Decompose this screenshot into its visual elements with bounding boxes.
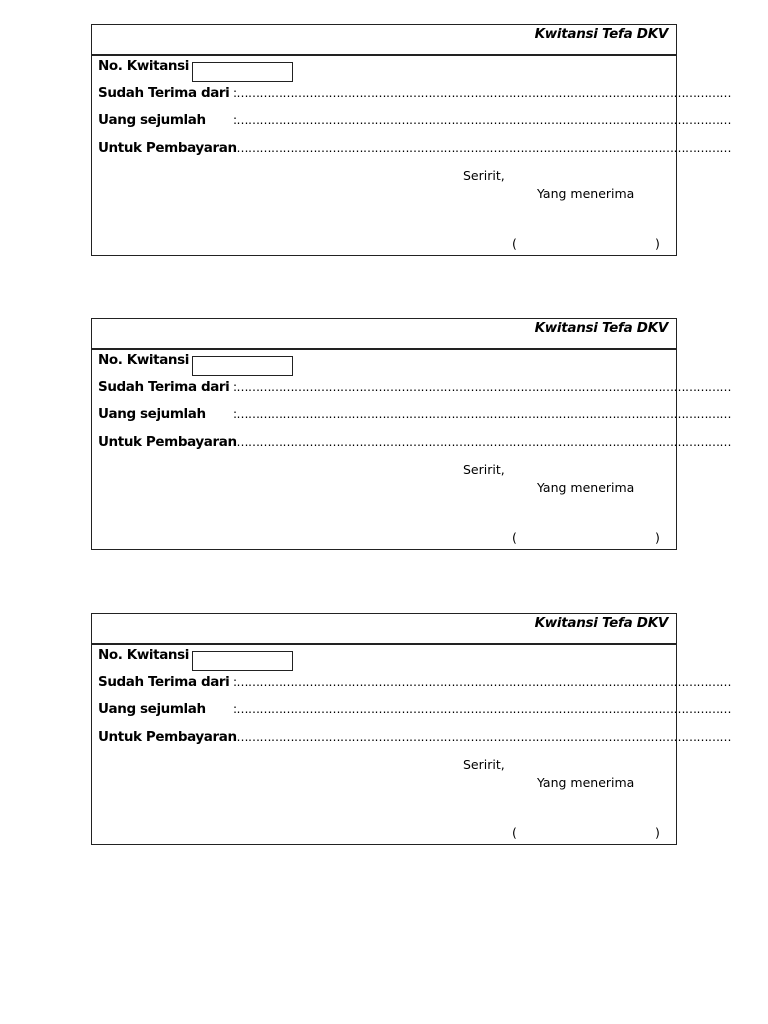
- receipt-form-3: [91, 613, 732, 845]
- receipt-header: [92, 319, 676, 350]
- receipt-form-2: [91, 318, 732, 550]
- received-from-line[interactable]: :…………………………………………………………………………………………………………………: [233, 380, 732, 394]
- payment-purpose-label: Untuk Pembayaran: [98, 434, 237, 450]
- receipt-number-field[interactable]: [192, 356, 293, 376]
- payment-purpose-line[interactable]: :…………………………………………………………………………………………………………………: [233, 435, 732, 449]
- amount-label: Uang sejumlah: [98, 406, 206, 422]
- payment-purpose-line[interactable]: :…………………………………………………………………………………………………………………: [233, 141, 732, 155]
- signature-paren-open: (: [512, 236, 517, 251]
- payment-purpose-line[interactable]: :…………………………………………………………………………………………………………………: [233, 730, 732, 744]
- place-text: Seririt,: [463, 462, 505, 477]
- amount-label: Uang sejumlah: [98, 701, 206, 717]
- receipt-number-label: No. Kwitansi: [98, 647, 189, 663]
- receipt-form-1: [91, 24, 732, 256]
- amount-line[interactable]: :…………………………………………………………………………………………………………………: [233, 407, 732, 421]
- signature-paren-close: ): [655, 530, 660, 545]
- received-from-label: Sudah Terima dari: [98, 674, 230, 690]
- receipt-number-label: No. Kwitansi: [98, 58, 189, 74]
- recipient-label: Yang menerima: [537, 775, 635, 790]
- receipt-number-field[interactable]: [192, 651, 293, 671]
- place-text: Seririt,: [463, 168, 505, 183]
- received-from-line[interactable]: :…………………………………………………………………………………………………………………: [233, 675, 732, 689]
- place-text: Seririt,: [463, 757, 505, 772]
- amount-line[interactable]: :…………………………………………………………………………………………………………………: [233, 702, 732, 716]
- signature-paren-open: (: [512, 530, 517, 545]
- receipt-header: [92, 614, 676, 645]
- receipt-header: [92, 25, 676, 56]
- received-from-line[interactable]: :…………………………………………………………………………………………………………………: [233, 86, 732, 100]
- amount-line[interactable]: :…………………………………………………………………………………………………………………: [233, 113, 732, 127]
- received-from-label: Sudah Terima dari: [98, 379, 230, 395]
- signature-paren-close: ): [655, 236, 660, 251]
- receipt-title: Kwitansi Tefa DKV: [534, 615, 668, 631]
- amount-label: Uang sejumlah: [98, 112, 206, 128]
- receipt-number-label: No. Kwitansi: [98, 352, 189, 368]
- receipt-title: Kwitansi Tefa DKV: [534, 26, 668, 42]
- recipient-label: Yang menerima: [537, 480, 635, 495]
- payment-purpose-label: Untuk Pembayaran: [98, 729, 237, 745]
- payment-purpose-label: Untuk Pembayaran: [98, 140, 237, 156]
- signature-paren-open: (: [512, 825, 517, 840]
- receipt-title: Kwitansi Tefa DKV: [534, 320, 668, 336]
- signature-paren-close: ): [655, 825, 660, 840]
- received-from-label: Sudah Terima dari: [98, 85, 230, 101]
- recipient-label: Yang menerima: [537, 186, 635, 201]
- receipt-number-field[interactable]: [192, 62, 293, 82]
